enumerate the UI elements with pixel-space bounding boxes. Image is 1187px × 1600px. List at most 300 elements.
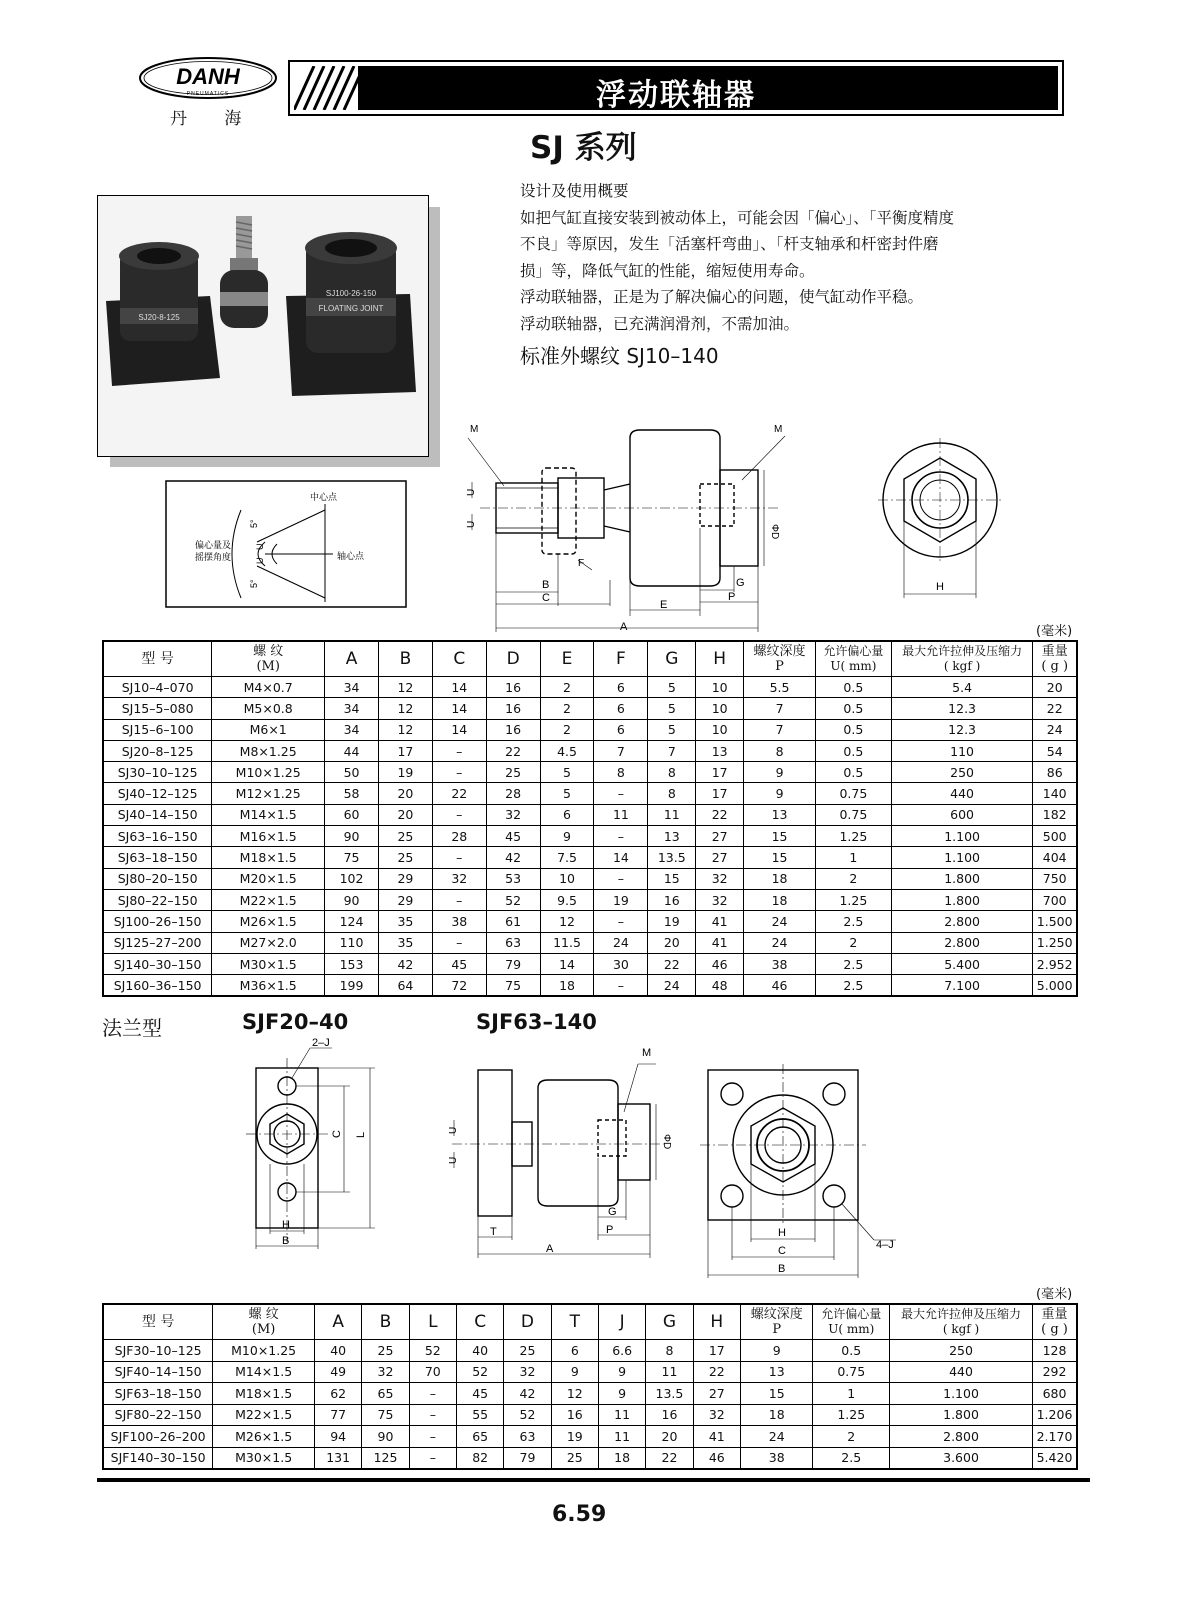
value-cell: 75 xyxy=(325,847,379,868)
value-cell: 13 xyxy=(740,1361,813,1383)
value-cell: 94 xyxy=(315,1426,362,1448)
column-header: H xyxy=(693,1304,740,1340)
value-cell: 16 xyxy=(486,677,540,698)
value-cell: 45 xyxy=(432,953,486,974)
value-cell: M6×1 xyxy=(212,719,325,740)
page-title: 浮动联轴器 xyxy=(596,78,756,113)
value-cell: 1.25 xyxy=(815,826,891,847)
value-cell: 102 xyxy=(325,868,379,889)
value-cell: 680 xyxy=(1033,1383,1077,1405)
value-cell: M26×1.5 xyxy=(213,1426,315,1448)
value-cell: 2.5 xyxy=(815,953,891,974)
table-row xyxy=(103,932,1077,953)
model-cell: SJF63–18–150 xyxy=(103,1383,213,1405)
usage-description xyxy=(520,178,1040,337)
value-cell: 13 xyxy=(648,826,696,847)
table-row xyxy=(103,804,1077,825)
value-cell: 54 xyxy=(1033,740,1077,761)
column-header: 允许偏心量 U( mm) xyxy=(815,641,891,677)
sj-side-drawing xyxy=(460,420,800,635)
model-cell: SJ30–10–125 xyxy=(103,762,212,783)
value-cell: 86 xyxy=(1033,762,1077,783)
svg-text:H: H xyxy=(778,1227,786,1239)
value-cell: – xyxy=(594,826,648,847)
value-cell: 15 xyxy=(740,1383,813,1405)
value-cell: 49 xyxy=(315,1361,362,1383)
value-cell: 0.5 xyxy=(815,677,891,698)
value-cell: 4.5 xyxy=(540,740,594,761)
value-cell: 1.206 xyxy=(1033,1404,1077,1426)
value-cell: 32 xyxy=(696,868,744,889)
value-cell: 1.25 xyxy=(815,889,891,910)
value-cell: 14 xyxy=(432,719,486,740)
svg-text:C: C xyxy=(542,592,550,604)
value-cell: 38 xyxy=(740,1447,813,1469)
value-cell: 40 xyxy=(456,1340,503,1362)
value-cell: 27 xyxy=(696,826,744,847)
sjf-spec-table xyxy=(102,1303,1078,1470)
value-cell: 292 xyxy=(1033,1361,1077,1383)
value-cell: 6 xyxy=(594,719,648,740)
value-cell: 65 xyxy=(362,1383,409,1405)
model-cell: SJ125–27–200 xyxy=(103,932,212,953)
value-cell: 25 xyxy=(551,1447,598,1469)
value-cell: 82 xyxy=(456,1447,503,1469)
series-title: SJ 系列 xyxy=(530,130,637,166)
value-cell: 20 xyxy=(378,783,432,804)
value-cell: M10×1.25 xyxy=(213,1340,315,1362)
value-cell: 22 xyxy=(648,953,696,974)
value-cell: 11 xyxy=(648,804,696,825)
value-cell: 20 xyxy=(646,1426,693,1448)
value-cell: M14×1.5 xyxy=(212,804,325,825)
table-row xyxy=(103,847,1077,868)
svg-text:H: H xyxy=(936,581,944,593)
value-cell: 2 xyxy=(540,719,594,740)
value-cell: 1.800 xyxy=(891,889,1033,910)
description-heading: 设计及使用概要 xyxy=(520,182,629,200)
footer-rule xyxy=(97,1478,1090,1482)
value-cell: 124 xyxy=(325,911,379,932)
value-cell: 2.5 xyxy=(813,1447,890,1469)
svg-text:5°: 5° xyxy=(249,579,259,588)
svg-text:摇摆角度: 摇摆角度 xyxy=(195,552,232,562)
value-cell: 24 xyxy=(744,932,816,953)
value-cell: 28 xyxy=(432,826,486,847)
value-cell: 72 xyxy=(432,975,486,997)
value-cell: 18 xyxy=(598,1447,645,1469)
description-line: 如把气缸直接安装到被动体上，可能会因「偏心」、「平衡度精度 xyxy=(520,208,955,227)
offset-angle-diagram xyxy=(165,480,407,608)
value-cell: 199 xyxy=(325,975,379,997)
value-cell: M18×1.5 xyxy=(212,847,325,868)
value-cell: 9 xyxy=(744,783,816,804)
value-cell: 0.75 xyxy=(815,783,891,804)
value-cell: 24 xyxy=(740,1426,813,1448)
table-row xyxy=(103,698,1077,719)
value-cell: 5.5 xyxy=(744,677,816,698)
value-cell: 32 xyxy=(696,889,744,910)
value-cell: 3.600 xyxy=(890,1447,1033,1469)
svg-text:C: C xyxy=(778,1245,786,1257)
svg-text:PNEUMATICS: PNEUMATICS xyxy=(186,91,230,97)
value-cell: 1 xyxy=(815,847,891,868)
column-header: C xyxy=(456,1304,503,1340)
value-cell: M8×1.25 xyxy=(212,740,325,761)
column-header: D xyxy=(486,641,540,677)
model-cell: SJ15–5–080 xyxy=(103,698,212,719)
value-cell: 11.5 xyxy=(540,932,594,953)
value-cell: 53 xyxy=(486,868,540,889)
value-cell: – xyxy=(432,932,486,953)
description-line: 浮动联轴器，已充满润滑剂，不需加油。 xyxy=(520,314,800,333)
value-cell: 55 xyxy=(456,1404,503,1426)
value-cell: 44 xyxy=(325,740,379,761)
model-cell: SJF30–10–125 xyxy=(103,1340,213,1362)
svg-text:4–J: 4–J xyxy=(876,1239,894,1251)
value-cell: 17 xyxy=(696,762,744,783)
value-cell: 38 xyxy=(432,911,486,932)
value-cell: 131 xyxy=(315,1447,362,1469)
svg-text:G: G xyxy=(608,1206,617,1218)
model-cell: SJ140–30–150 xyxy=(103,953,212,974)
value-cell: M30×1.5 xyxy=(213,1447,315,1469)
table-row xyxy=(103,719,1077,740)
value-cell: 90 xyxy=(362,1426,409,1448)
value-cell: 12 xyxy=(378,677,432,698)
value-cell: 32 xyxy=(693,1404,740,1426)
model-cell: SJF40–14–150 xyxy=(103,1361,213,1383)
value-cell: 46 xyxy=(693,1447,740,1469)
value-cell: 8 xyxy=(648,762,696,783)
model-cell: SJ80–20–150 xyxy=(103,868,212,889)
svg-text:FLOATING JOINT: FLOATING JOINT xyxy=(318,304,384,313)
model-cell: SJ20–8–125 xyxy=(103,740,212,761)
value-cell: 700 xyxy=(1033,889,1077,910)
value-cell: 32 xyxy=(432,868,486,889)
model-cell: SJ40–12–125 xyxy=(103,783,212,804)
column-header: B xyxy=(378,641,432,677)
value-cell: 12.3 xyxy=(891,719,1033,740)
table-row xyxy=(103,1361,1077,1383)
table-row xyxy=(103,1404,1077,1426)
table-row xyxy=(103,1340,1077,1362)
column-header: A xyxy=(325,641,379,677)
value-cell: 0.75 xyxy=(815,804,891,825)
table-row xyxy=(103,740,1077,761)
value-cell: 1.100 xyxy=(891,826,1033,847)
model-cell: SJF140–30–150 xyxy=(103,1447,213,1469)
svg-text:T: T xyxy=(490,1226,497,1238)
svg-text:B: B xyxy=(778,1263,786,1275)
column-header: 重量 ( g ) xyxy=(1033,1304,1077,1340)
value-cell: 41 xyxy=(693,1426,740,1448)
value-cell: 2.800 xyxy=(890,1426,1033,1448)
value-cell: 13.5 xyxy=(646,1383,693,1405)
value-cell: 12.3 xyxy=(891,698,1033,719)
value-cell: 1.250 xyxy=(1033,932,1077,953)
value-cell: 16 xyxy=(486,698,540,719)
value-cell: 140 xyxy=(1033,783,1077,804)
value-cell: 9 xyxy=(551,1361,598,1383)
value-cell: 28 xyxy=(486,783,540,804)
value-cell: – xyxy=(594,911,648,932)
value-cell: 6 xyxy=(594,677,648,698)
value-cell: 11 xyxy=(598,1404,645,1426)
value-cell: 5.400 xyxy=(891,953,1033,974)
title-bar xyxy=(288,60,1064,116)
column-header: 允许偏心量 U( mm) xyxy=(813,1304,890,1340)
sj-end-view xyxy=(878,432,1002,602)
value-cell: 35 xyxy=(378,911,432,932)
value-cell: 5 xyxy=(648,719,696,740)
value-cell: – xyxy=(594,783,648,804)
value-cell: 40 xyxy=(315,1340,362,1362)
svg-text:G: G xyxy=(736,577,745,589)
value-cell: 13.5 xyxy=(648,847,696,868)
value-cell: M20×1.5 xyxy=(212,868,325,889)
svg-text:B: B xyxy=(542,579,550,591)
value-cell: 25 xyxy=(504,1340,551,1362)
table-row xyxy=(103,677,1077,698)
value-cell: 19 xyxy=(551,1426,598,1448)
svg-text:5°: 5° xyxy=(249,519,259,528)
value-cell: 48 xyxy=(696,975,744,997)
value-cell: 22 xyxy=(432,783,486,804)
value-cell: 0.5 xyxy=(815,762,891,783)
value-cell: M18×1.5 xyxy=(213,1383,315,1405)
value-cell: 6 xyxy=(551,1340,598,1362)
value-cell: 5.420 xyxy=(1033,1447,1077,1469)
svg-text:SJ100-26-150: SJ100-26-150 xyxy=(325,289,377,298)
value-cell: 0.5 xyxy=(815,719,891,740)
value-cell: 110 xyxy=(891,740,1033,761)
value-cell: 16 xyxy=(648,889,696,910)
value-cell: 18 xyxy=(740,1404,813,1426)
value-cell: M10×1.25 xyxy=(212,762,325,783)
value-cell: 24 xyxy=(648,975,696,997)
value-cell: 14 xyxy=(432,677,486,698)
standard-thread-label: 标准外螺纹 SJ10–140 xyxy=(520,344,719,368)
value-cell: – xyxy=(432,740,486,761)
value-cell: 63 xyxy=(504,1426,551,1448)
value-cell: 46 xyxy=(744,975,816,997)
value-cell: 9 xyxy=(598,1361,645,1383)
value-cell: 70 xyxy=(409,1361,456,1383)
value-cell: 22 xyxy=(693,1361,740,1383)
value-cell: 25 xyxy=(362,1340,409,1362)
svg-text:B: B xyxy=(282,1235,290,1247)
value-cell: 12 xyxy=(551,1383,598,1405)
value-cell: 1.100 xyxy=(890,1383,1033,1405)
table-row xyxy=(103,1426,1077,1448)
value-cell: 27 xyxy=(696,847,744,868)
value-cell: 24 xyxy=(594,932,648,953)
value-cell: 32 xyxy=(504,1361,551,1383)
value-cell: 27 xyxy=(693,1383,740,1405)
value-cell: – xyxy=(409,1404,456,1426)
svg-text:2–J: 2–J xyxy=(312,1037,330,1049)
value-cell: 2.170 xyxy=(1033,1426,1077,1448)
value-cell: 38 xyxy=(744,953,816,974)
value-cell: 16 xyxy=(551,1404,598,1426)
value-cell: 61 xyxy=(486,911,540,932)
product-photo-drawing xyxy=(98,196,428,456)
value-cell: 9 xyxy=(540,826,594,847)
value-cell: 10 xyxy=(696,719,744,740)
value-cell: 25 xyxy=(486,762,540,783)
value-cell: – xyxy=(432,762,486,783)
column-header: F xyxy=(594,641,648,677)
value-cell: 75 xyxy=(362,1404,409,1426)
table-row xyxy=(103,1447,1077,1469)
value-cell: 79 xyxy=(504,1447,551,1469)
value-cell: – xyxy=(432,847,486,868)
value-cell: 6 xyxy=(540,804,594,825)
value-cell: 41 xyxy=(696,911,744,932)
model-cell: SJ160–36–150 xyxy=(103,975,212,997)
value-cell: – xyxy=(594,868,648,889)
model-cell: SJ40–14–150 xyxy=(103,804,212,825)
value-cell: 9 xyxy=(598,1383,645,1405)
value-cell: 12 xyxy=(378,698,432,719)
value-cell: 22 xyxy=(646,1447,693,1469)
svg-text:轴心点: 轴心点 xyxy=(337,551,365,561)
value-cell: 1.800 xyxy=(891,868,1033,889)
value-cell: 750 xyxy=(1033,868,1077,889)
value-cell: 52 xyxy=(409,1340,456,1362)
value-cell: 11 xyxy=(646,1361,693,1383)
value-cell: 41 xyxy=(696,932,744,953)
value-cell: 62 xyxy=(315,1383,362,1405)
value-cell: 8 xyxy=(646,1340,693,1362)
value-cell: 90 xyxy=(325,826,379,847)
product-photo xyxy=(97,195,429,457)
table-row xyxy=(103,826,1077,847)
value-cell: 1.100 xyxy=(891,847,1033,868)
value-cell: 2.5 xyxy=(815,911,891,932)
value-cell: 2 xyxy=(540,698,594,719)
sjf63-front-view xyxy=(700,1064,900,1284)
model-cell: SJ100–26–150 xyxy=(103,911,212,932)
value-cell: 10 xyxy=(696,677,744,698)
value-cell: 2.5 xyxy=(815,975,891,997)
value-cell: 10 xyxy=(696,698,744,719)
value-cell: 52 xyxy=(504,1404,551,1426)
value-cell: 64 xyxy=(378,975,432,997)
value-cell: 15 xyxy=(744,826,816,847)
value-cell: 7 xyxy=(648,740,696,761)
value-cell: 125 xyxy=(362,1447,409,1469)
value-cell: 182 xyxy=(1033,804,1077,825)
value-cell: – xyxy=(409,1447,456,1469)
value-cell: 10 xyxy=(540,868,594,889)
table-row xyxy=(103,868,1077,889)
value-cell: 42 xyxy=(378,953,432,974)
column-header: 螺纹深度 P xyxy=(740,1304,813,1340)
value-cell: 7 xyxy=(594,740,648,761)
value-cell: 32 xyxy=(486,804,540,825)
table-row xyxy=(103,783,1077,804)
value-cell: 58 xyxy=(325,783,379,804)
column-header: 螺纹深度 P xyxy=(744,641,816,677)
value-cell: – xyxy=(432,804,486,825)
value-cell: 12 xyxy=(378,719,432,740)
value-cell: 75 xyxy=(486,975,540,997)
value-cell: 8 xyxy=(648,783,696,804)
value-cell: 45 xyxy=(456,1383,503,1405)
value-cell: 2.952 xyxy=(1033,953,1077,974)
value-cell: 17 xyxy=(693,1340,740,1362)
value-cell: 0.75 xyxy=(813,1361,890,1383)
value-cell: 45 xyxy=(486,826,540,847)
column-header: G xyxy=(648,641,696,677)
value-cell: 14 xyxy=(432,698,486,719)
value-cell: 12 xyxy=(540,911,594,932)
value-cell: 52 xyxy=(486,889,540,910)
value-cell: 34 xyxy=(325,677,379,698)
column-header: D xyxy=(504,1304,551,1340)
column-header: 型 号 xyxy=(103,641,212,677)
svg-text:U: U xyxy=(448,1156,459,1164)
value-cell: 110 xyxy=(325,932,379,953)
value-cell: 19 xyxy=(594,889,648,910)
value-cell: 29 xyxy=(378,868,432,889)
value-cell: 19 xyxy=(378,762,432,783)
column-header: 螺 纹 (M) xyxy=(213,1304,315,1340)
value-cell: 0.5 xyxy=(815,740,891,761)
page-number: 6.59 xyxy=(552,1502,607,1527)
value-cell: – xyxy=(594,975,648,997)
value-cell: 2.800 xyxy=(891,932,1033,953)
value-cell: 50 xyxy=(325,762,379,783)
value-cell: 128 xyxy=(1033,1340,1077,1362)
value-cell: 20 xyxy=(378,804,432,825)
value-cell: 65 xyxy=(456,1426,503,1448)
column-header: 最大允许拉伸及压缩力 ( kgf ) xyxy=(891,641,1033,677)
value-cell: 34 xyxy=(325,719,379,740)
value-cell: 9.5 xyxy=(540,889,594,910)
value-cell: 2 xyxy=(540,677,594,698)
value-cell: 8 xyxy=(594,762,648,783)
value-cell: 7.5 xyxy=(540,847,594,868)
sj-spec-table xyxy=(102,640,1078,997)
svg-text:M: M xyxy=(642,1047,652,1059)
flange-type-label: 法兰型 xyxy=(102,1016,162,1040)
unit-label: (毫米) xyxy=(1036,1287,1073,1302)
flange-model-a: SJF20–40 xyxy=(242,1010,349,1034)
model-cell: SJF100–26–200 xyxy=(103,1426,213,1448)
value-cell: M4×0.7 xyxy=(212,677,325,698)
value-cell: 250 xyxy=(890,1340,1033,1362)
column-header: H xyxy=(696,641,744,677)
value-cell: M12×1.25 xyxy=(212,783,325,804)
value-cell: 79 xyxy=(486,953,540,974)
model-cell: SJ63–18–150 xyxy=(103,847,212,868)
model-cell: SJ10–4–070 xyxy=(103,677,212,698)
value-cell: 6 xyxy=(594,698,648,719)
value-cell: 2.800 xyxy=(891,911,1033,932)
value-cell: 77 xyxy=(315,1404,362,1426)
column-header: 重量 ( g ) xyxy=(1033,641,1077,677)
column-header: C xyxy=(432,641,486,677)
svg-text:A: A xyxy=(546,1243,554,1255)
svg-text:P: P xyxy=(728,591,736,603)
value-cell: 8 xyxy=(744,740,816,761)
table-row xyxy=(103,911,1077,932)
unit-label: (毫米) xyxy=(1036,624,1073,639)
value-cell: 22 xyxy=(696,804,744,825)
